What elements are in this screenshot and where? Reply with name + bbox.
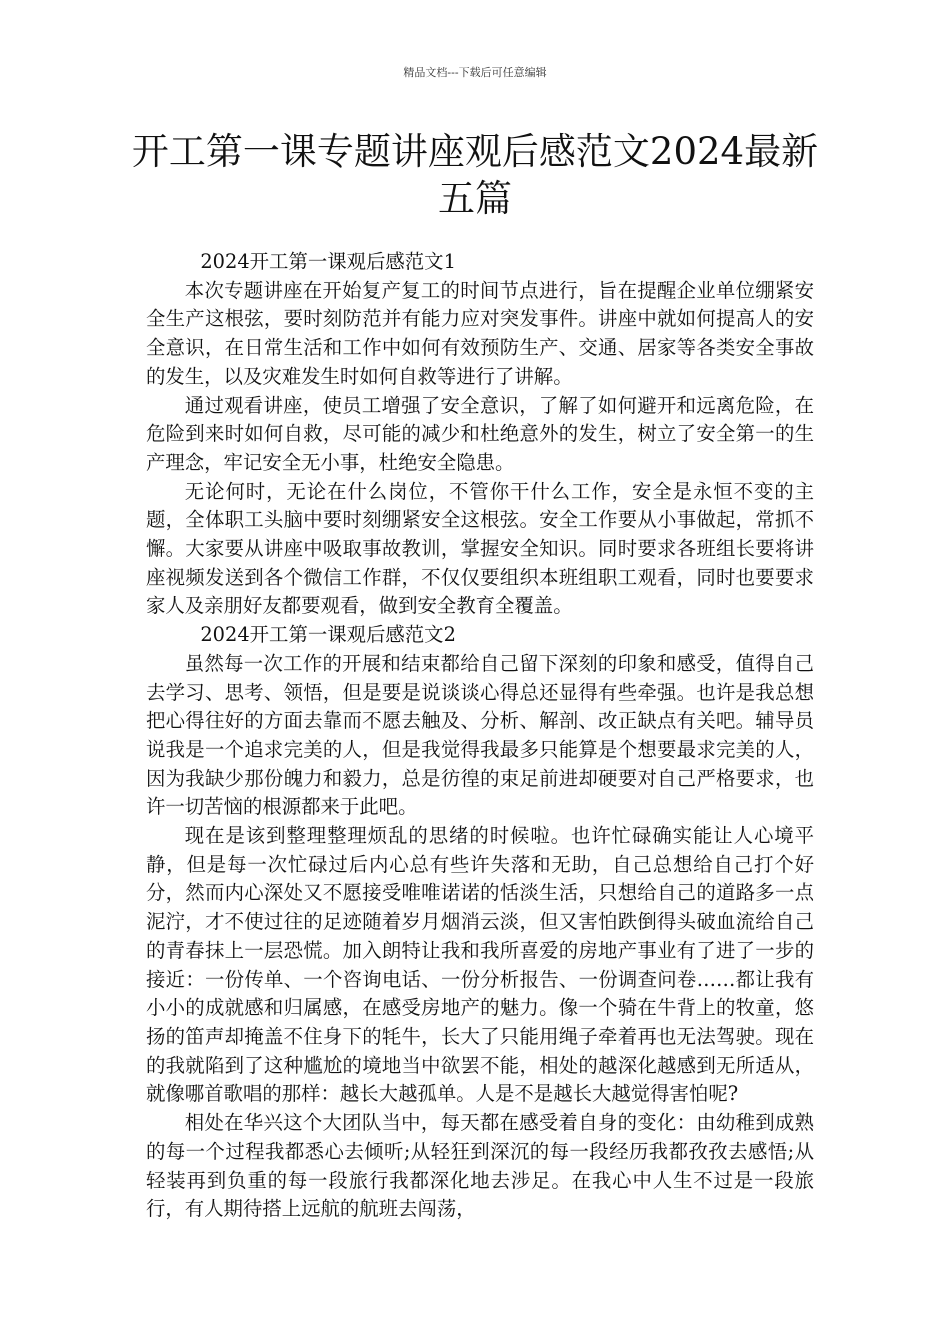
section-heading-1: 2024开工第一课观后感范文1 <box>200 250 456 273</box>
body-paragraph: 相处在华兴这个大团队当中，每天都在感受着自身的变化：由幼稚到成熟的每一个过程我都悉心去倾听;从轻狂到深沉的每一段经历我都孜孜去感悟;从轻装再到负重的每一段旅行我都深化地去涉足。在我心中人生不过是一段旅行，有人期待搭上远航的航班去闯荡， <box>146 1111 814 1221</box>
body-paragraph: 虽然每一次工作的开展和结束都给自己留下深刻的印象和感受，值得自己去学习、思考、领悟，但是要是说谈谈心得总还显得有些牵强。也许是我总想把心得往好的方面去靠而不愿去触及、分析、解剖、改正缺点有关吧。辅导员说我是一个追求完美的人，但是我觉得我最多只能算是个想要最求完美的人，因为我缺少那份魄力和毅力，总是彷徨的束足前进却硬要对自己严格要求，也许一切苦恼的根源都来于此吧。 <box>146 651 814 819</box>
section-heading-2: 2024开工第一课观后感范文2 <box>200 623 456 647</box>
header-note: 精品文档---下载后可任意编辑 <box>403 66 547 79</box>
document-body <box>146 248 814 1224</box>
body-paragraph: 现在是该到整理整理烦乱的思绪的时候啦。也许忙碌确实能让人心境平静，但是每一次忙碌过后内心总有些许失落和无助，自己总想给自己打个好分，然而内心深处又不愿接受唯唯诺诺的恬淡生活，只想给自己的道路多一点泥泞，才不使过往的足迹随着岁月烟消云淡，但又害怕跌倒得头破血流给自己的青春抹上一层恐慌。加入朗特让我和我所喜爱的房地产事业有了进了一步的接近：一份传单、一个咨询电话、一份分析报告、一份调查问卷……都让我有小小的成就感和归属感，在感受房地产的魅力。像一个骑在牛背上的牧童，悠扬的笛声却掩盖不住身下的牦牛，长大了只能用绳子牵着再也无法驾驶。现在的我就陷到了这种尴尬的境地当中欲罢不能，相处的越深化越感到无所适从，就像哪首歌唱的那样：越长大越孤单。人是不是越长大越觉得害怕呢? <box>146 824 814 1106</box>
document-title: 开工第一课专题讲座观后感范文2024最新五篇 <box>131 130 819 220</box>
body-paragraph: 无论何时，无论在什么岗位，不管你干什么工作，安全是永恒不变的主题，全体职工头脑中要时刻绷紧安全这根弦。安全工作要从小事做起，常抓不懈。大家要从讲座中吸取事故教训，掌握安全知识。同时要求各班组长要将讲座视频发送到各个微信工作群，不仅仅要组织本班组职工观看，同时也要要求家人及亲朋好友都要观看，做到安全教育全覆盖。 <box>146 479 814 618</box>
body-paragraph: 本次专题讲座在开始复产复工的时间节点进行，旨在提醒企业单位绷紧安全生产这根弦，要时刻防范并有能力应对突发事件。讲座中就如何提高人的安全意识，在日常生活和工作中如何有效预防生产、交通、居家等各类安全事故的发生，以及灾难发生时如何自救等进行了讲解。 <box>146 278 814 388</box>
body-paragraph: 通过观看讲座，使员工增强了安全意识，了解了如何避开和远离危险，在危险到来时如何自救，尽可能的减少和杜绝意外的发生，树立了安全第一的生产理念，牢记安全无小事，杜绝安全隐患。 <box>146 393 814 474</box>
